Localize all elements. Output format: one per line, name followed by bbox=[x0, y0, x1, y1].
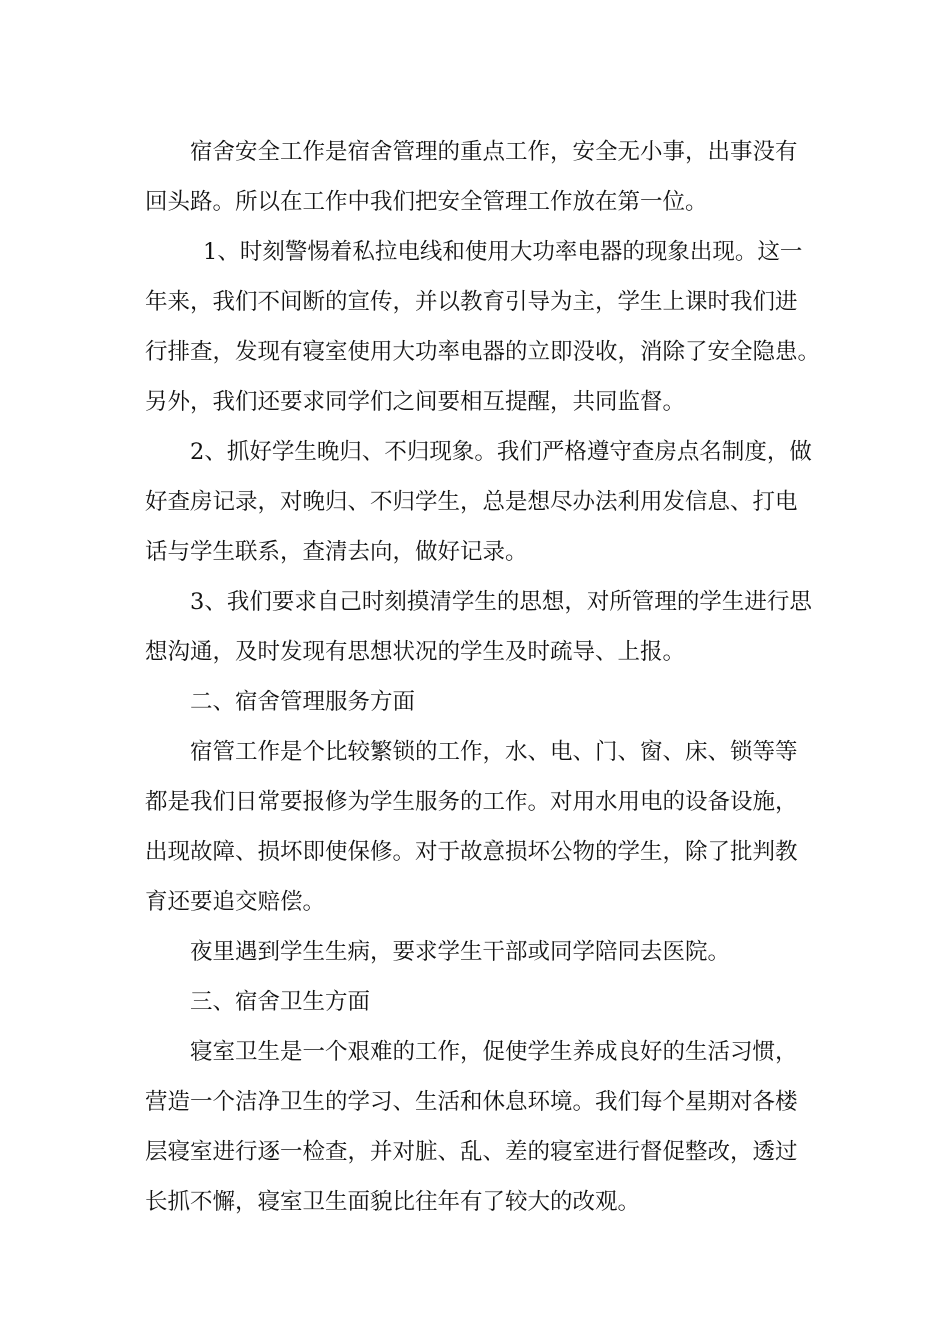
text-line-22: 长抓不懈，寝室卫生面貌比往年有了较大的改观。 bbox=[145, 1189, 641, 1215]
text-line-21: 层寝室进行逐一检查，并对脏、乱、差的寝室进行督促整改，透过 bbox=[145, 1139, 798, 1165]
text-line-19: 寝室卫生是一个艰难的工作，促使学生养成良好的生活习惯， bbox=[190, 1039, 798, 1065]
text-line-7: 2、抓好学生晚归、不归现象。我们严格遵守查房点名制度，做 bbox=[190, 439, 812, 465]
text-line-11: 想沟通，及时发现有思想状况的学生及时疏导、上报。 bbox=[145, 639, 686, 665]
text-line-1: 宿舍安全工作是宿舍管理的重点工作，安全无小事，出事没有 bbox=[190, 139, 798, 165]
text-line-9: 话与学生联系，查清去向，做好记录。 bbox=[145, 539, 528, 565]
text-line-2: 回头路。所以在工作中我们把安全管理工作放在第一位。 bbox=[145, 189, 708, 215]
text-line-13: 宿管工作是个比较繁锁的工作，水、电、门、窗、床、锁等等 bbox=[190, 739, 798, 765]
text-line-20: 营造一个洁净卫生的学习、生活和休息环境。我们每个星期对各楼 bbox=[145, 1089, 798, 1115]
text-line-4: 年来，我们不间断的宣传，并以教育引导为主，学生上课时我们进 bbox=[145, 289, 798, 315]
section-heading-2: 二、宿舍管理服务方面 bbox=[190, 689, 416, 715]
text-line-3: 1、时刻警惕着私拉电线和使用大功率电器的现象出现。这一 bbox=[203, 239, 803, 265]
text-line-17: 夜里遇到学生生病，要求学生干部或同学陪同去医院。 bbox=[190, 939, 731, 965]
text-line-16: 育还要追交赔偿。 bbox=[145, 889, 326, 915]
text-line-8: 好查房记录，对晚归、不归学生，总是想尽办法利用发信息、打电 bbox=[145, 489, 798, 515]
text-line-5: 行排查，发现有寝室使用大功率电器的立即没收，消除了安全隐患。 bbox=[145, 339, 821, 365]
text-line-15: 出现故障、损坏即使保修。对于故意损坏公物的学生，除了批判教 bbox=[145, 839, 798, 865]
section-heading-3: 三、宿舍卫生方面 bbox=[190, 989, 371, 1015]
text-line-6: 另外，我们还要求同学们之间要相互提醒，共同监督。 bbox=[145, 389, 686, 415]
text-line-14: 都是我们日常要报修为学生服务的工作。对用水用电的设备设施， bbox=[145, 789, 798, 815]
text-line-10: 3、我们要求自己时刻摸清学生的思想，对所管理的学生进行思 bbox=[190, 589, 812, 615]
